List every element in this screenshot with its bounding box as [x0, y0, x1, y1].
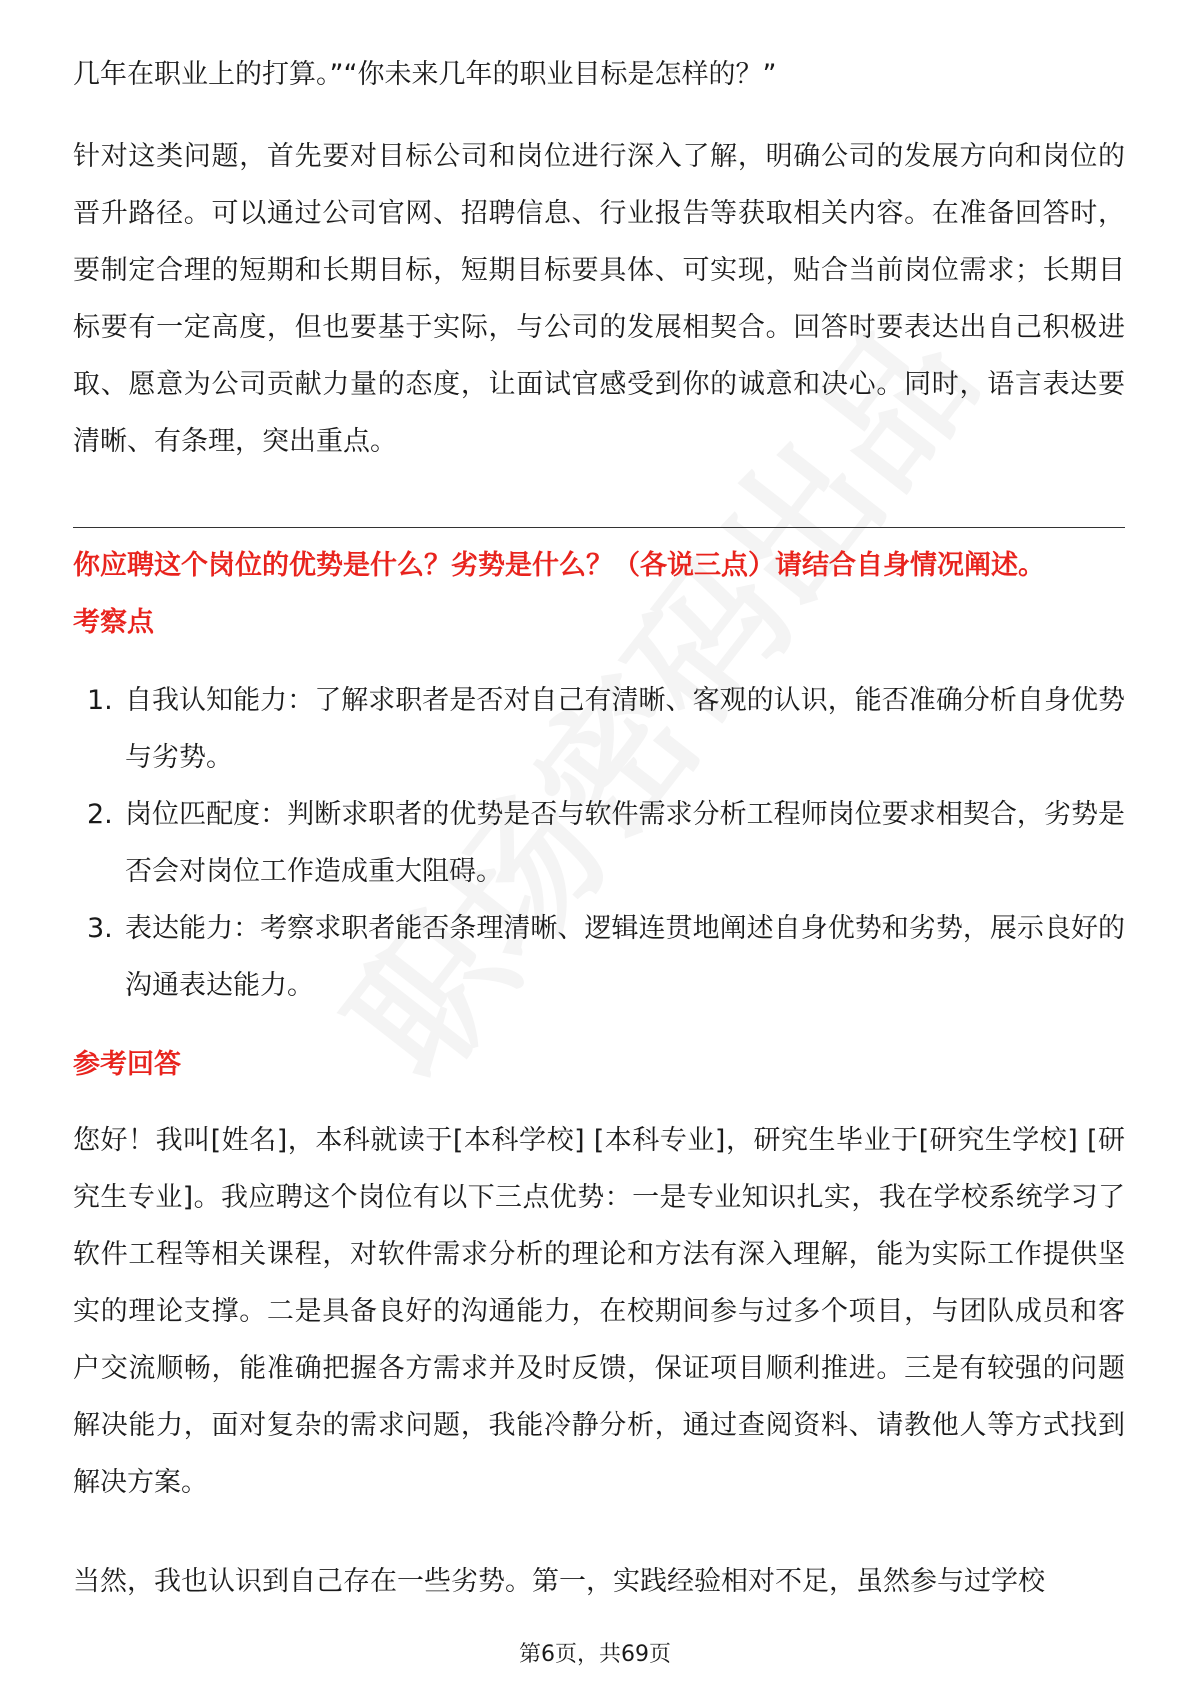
point-text: 自我认知能力：了解求职者是否对自己有清晰、客观的认识，能否准确分析自身优势与劣势。	[125, 685, 1125, 773]
answer-tips-paragraph: 针对这类问题，首先要对目标公司和岗位进行深入了解，明确公司的发展方向和岗位的晋升路径。可以通过公司官网、招聘信息、行业报告等获取相关内容。在准备回答时，要制定合理的短期和长期目标，短期目标要具体、可实现，贴合当前岗位需求；长期目标要有一定高度，但也要基于实际，与公司的发展相契合。回答时要表达出自己积极进取、愿意为公司贡献力量的态度，让面试官感受到你的诚意和决心。同时，语言表达要清晰、有条理，突出重点。	[73, 141, 1125, 457]
assessment-points-list	[73, 672, 1125, 1014]
point-number: 1.	[87, 685, 113, 716]
point-text: 岗位匹配度：判断求职者的优势是否与软件需求分析工程师岗位要求相契合，劣势是否会对岗位工作造成重大阻碍。	[125, 799, 1125, 887]
reference-answer-label: 参考回答	[73, 1049, 181, 1080]
page-number-footer: 第6页，共69页	[519, 1642, 671, 1667]
question-heading: 你应聘这个岗位的优势是什么？劣势是什么？（各说三点）请结合自身情况阐述。	[73, 550, 1045, 581]
point-text: 表达能力：考察求职者能否条理清晰、逻辑连贯地阐述自身优势和劣势，展示良好的沟通表达能力。	[125, 913, 1125, 1001]
reference-answer-paragraph-continued: 当然，我也认识到自己存在一些劣势。第一，实践经验相对不足，虽然参与过学校	[73, 1566, 1045, 1597]
reference-answer-paragraph: 您好！我叫[姓名]，本科就读于[本科学校] [本科专业]，研究生毕业于[研究生学校] [研究生专业]。我应聘这个岗位有以下三点优势：一是专业知识扎实，我在学校系统学习了软件工程等相关课程，对软件需求分析的理论和方法有深入理解，能为实际工作提供坚实的理论支撑。二是具备良好的沟通能力，在校期间参与过多个项目，与团队成员和客户交流顺畅，能准确把握各方需求并及时反馈，保证项目顺利推进。三是有较强的问题解决能力，面对复杂的需求问题，我能冷静分析，通过查阅资料、请教他人等方式找到解决方案。	[73, 1125, 1125, 1498]
point-number: 2.	[87, 799, 113, 830]
assessment-point	[73, 900, 1125, 1014]
assessment-label: 考察点	[73, 607, 154, 638]
point-number: 3.	[87, 913, 113, 944]
intro-line: 几年在职业上的打算。”“你未来几年的职业目标是怎样的？”	[73, 59, 777, 90]
section-divider	[73, 527, 1125, 528]
assessment-point	[73, 786, 1125, 900]
assessment-point	[73, 672, 1125, 786]
